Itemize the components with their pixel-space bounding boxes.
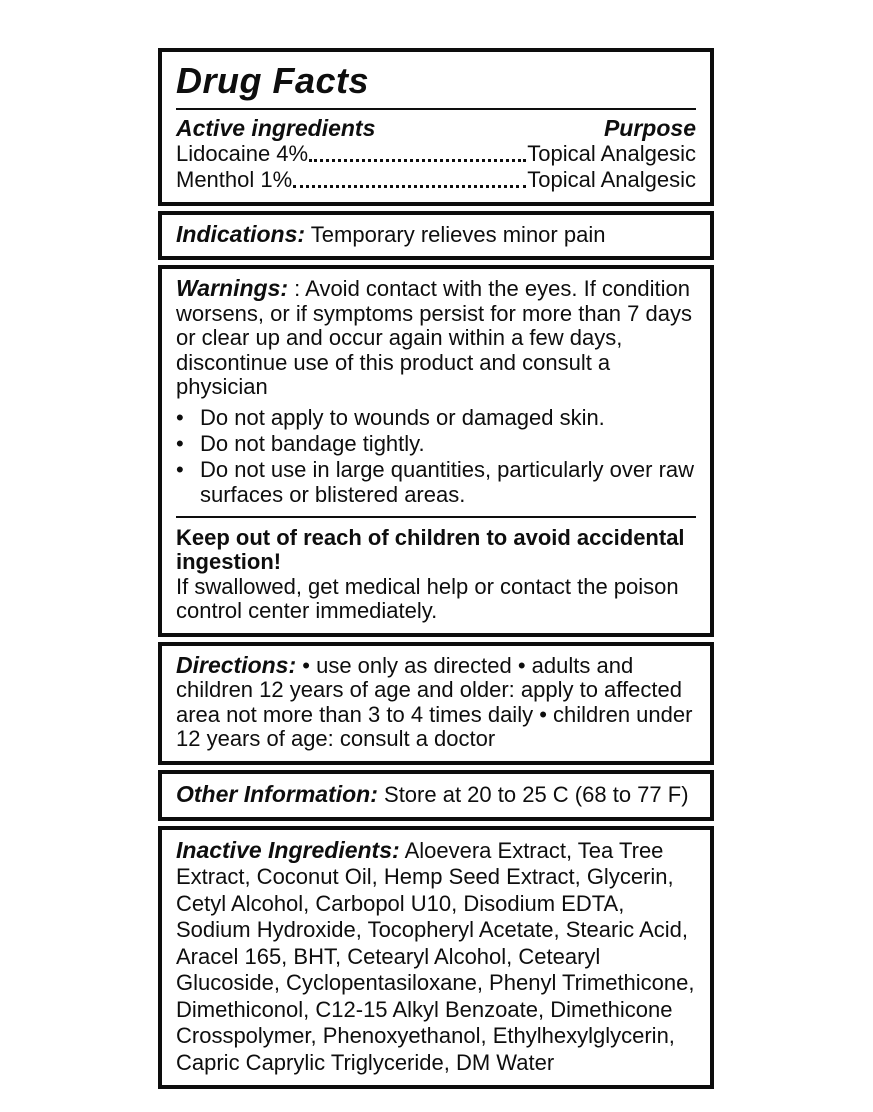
- warnings-bullet: [176, 431, 696, 456]
- active-ingredients-header: [176, 115, 696, 141]
- ingredient-purpose: Topical Analgesic: [527, 141, 696, 167]
- ingredient-row: [176, 167, 696, 193]
- bullet-icon: •: [176, 404, 184, 430]
- purpose-heading: Purpose: [603, 114, 696, 141]
- ingredient-name: Lidocaine 4%: [176, 141, 309, 167]
- other-information-heading: Other Information:: [176, 780, 378, 807]
- active-ingredients-heading: Active ingredients: [176, 114, 376, 141]
- directions-heading: Directions:: [176, 651, 297, 678]
- inactive-ingredients-text: Aloevera Extract, Tea Tree Extract, Coconut Oil, Hemp Seed Extract, Glycerin, Cetyl Alcohol, Carbopol U10, Disodium EDTA, Sodium Hydroxide, Tocopheryl Acetate, Stearic Acid, Aracel 165, BHT, Cetearyl Alcohol, Cetearyl Glucoside, Cyclopentasiloxane, Phenyl Trimethicone, Dimethiconol, C12-15 Alkyl Benzoate, Dimethicone Crosspolymer, Phenoxyethanol, Ethylhexylglycerin, Capric Caprylic Triglyceride, DM Water: [176, 837, 695, 1075]
- bullet-icon: •: [176, 456, 184, 482]
- drug-facts-label: [158, 48, 714, 1089]
- warnings-bullet-text: Do not bandage tightly.: [200, 430, 425, 456]
- warnings-bullet-list: [176, 405, 696, 507]
- other-information-paragraph: [176, 781, 696, 808]
- inactive-ingredients-paragraph: [176, 837, 696, 1077]
- section-indications: [158, 211, 714, 261]
- drug-facts-title: Drug Facts: [176, 60, 370, 101]
- ingredient-purpose: Topical Analgesic: [527, 166, 696, 192]
- ingredient-row: [176, 141, 696, 167]
- indications-text: Temporary relieves minor pain: [310, 221, 606, 247]
- warnings-intro-text: : Avoid contact with the eyes. If condition worsens, or if symptoms persist for more than 7 days or clear up and occur again within a few days, discontinue use of this product and consult a physician: [176, 276, 692, 400]
- other-information-text: Store at 20 to 25 C (68 to 77 F): [384, 781, 689, 807]
- ingredient-name: Menthol 1%: [176, 166, 293, 192]
- warnings-paragraph: [176, 276, 696, 400]
- section-warnings: [158, 265, 714, 637]
- directions-paragraph: [176, 653, 696, 752]
- warnings-bullet-text: Do not apply to wounds or damaged skin.: [200, 404, 605, 430]
- dot-leader: [309, 159, 526, 162]
- warnings-heading: Warnings:: [176, 275, 289, 302]
- indications-heading: Indications:: [176, 220, 306, 247]
- inactive-ingredients-heading: Inactive Ingredients:: [176, 836, 400, 863]
- section-inactive-ingredients: [158, 826, 714, 1090]
- keep-out-of-reach-text: Keep out of reach of children to avoid accidental ingestion!: [176, 524, 685, 575]
- warnings-divider: [176, 516, 696, 518]
- indications-paragraph: [176, 222, 696, 248]
- title-divider: [176, 108, 696, 110]
- warnings-bullet: [176, 405, 696, 430]
- if-swallowed-text: If swallowed, get medical help or contact the poison control center immediately.: [176, 573, 679, 624]
- section-other-information: [158, 770, 714, 821]
- directions-text: • use only as directed • adults and children 12 years of age and older: apply to affected area not more than 3 to 4 times daily • children under 12 years of age: consult a doctor: [176, 652, 693, 752]
- section-active-ingredients: [158, 48, 714, 206]
- warnings-bullet: [176, 457, 696, 507]
- section-directions: [158, 642, 714, 765]
- dot-leader: [293, 185, 526, 188]
- bullet-icon: •: [176, 430, 184, 456]
- warnings-bullet-text: Do not use in large quantities, particularly over raw surfaces or blistered areas.: [200, 456, 695, 507]
